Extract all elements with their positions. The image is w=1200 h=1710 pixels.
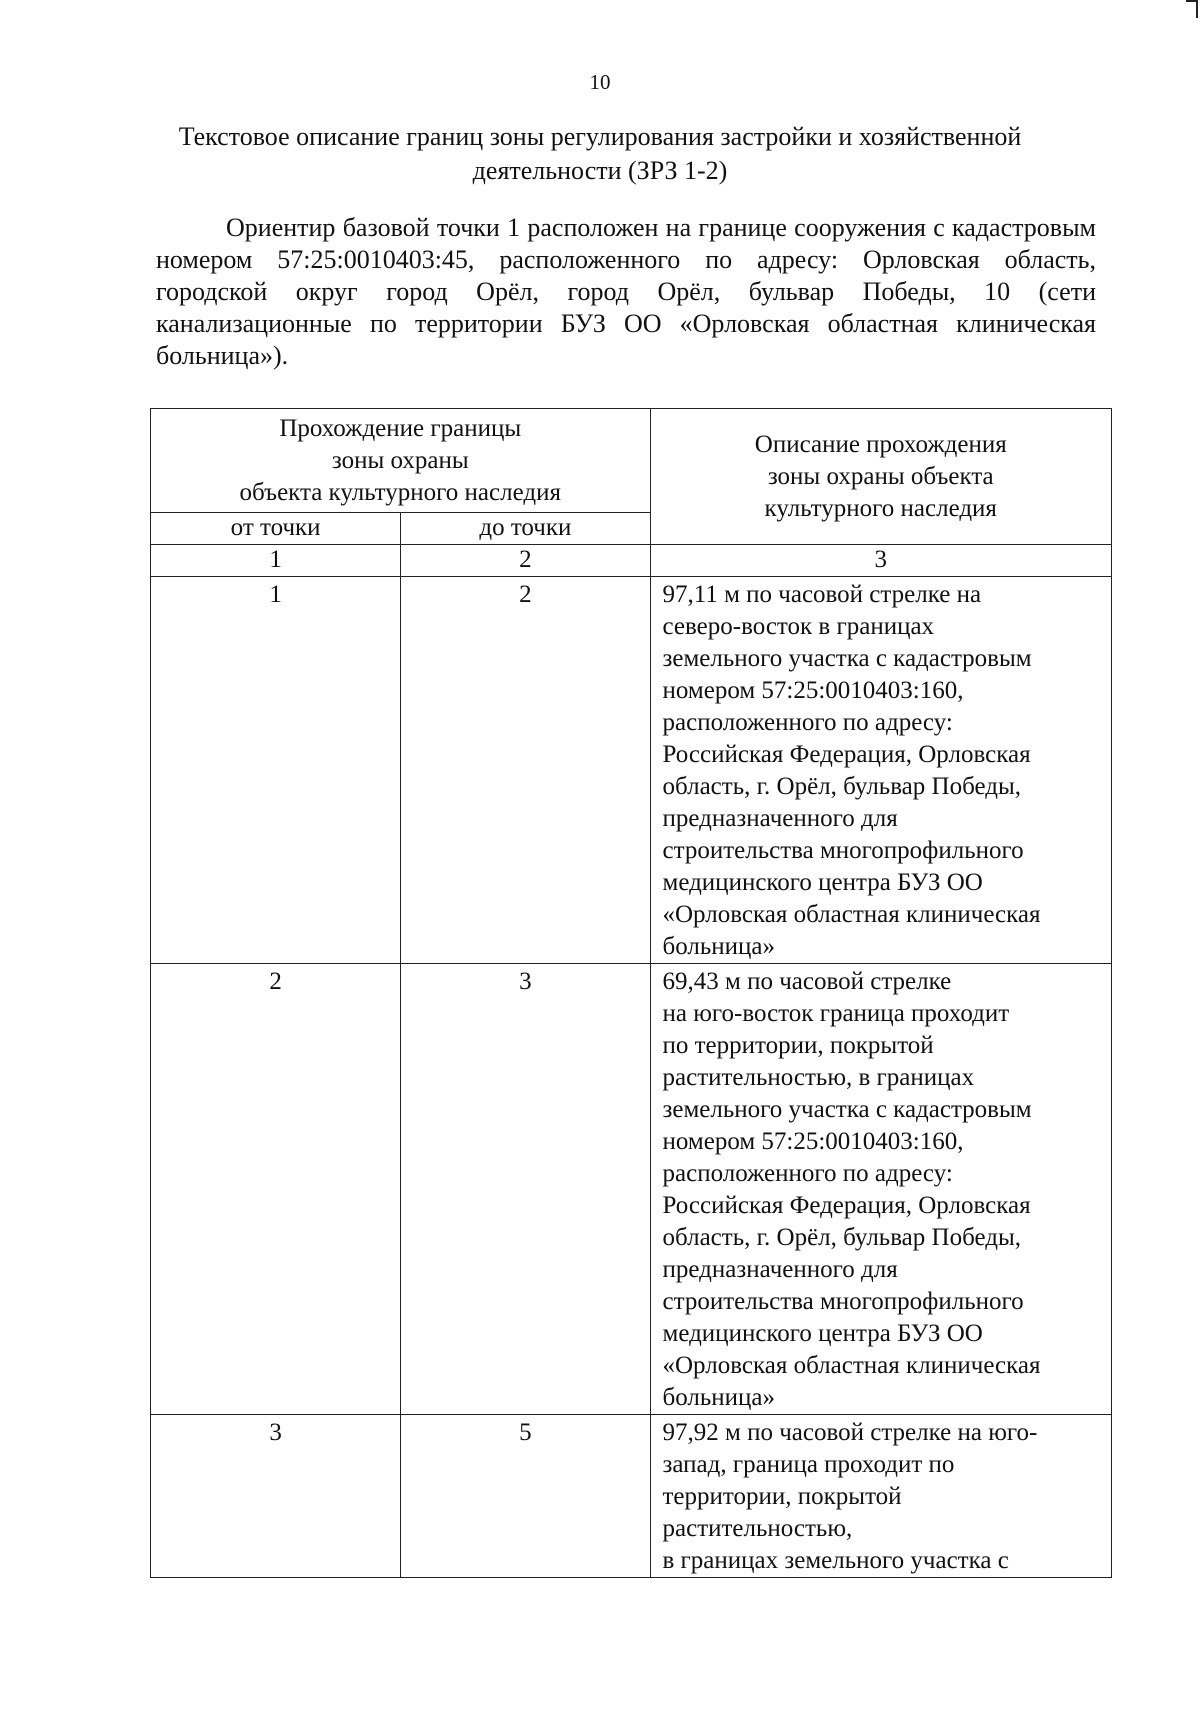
description-line: растительностью, в границах [662, 1064, 975, 1091]
header-from-point: от точки [151, 513, 401, 545]
page-number: 10 [589, 70, 611, 94]
description-line: область, г. Орёл, бульвар Победы, [662, 1224, 1021, 1251]
description-line: в границах земельного участка с [662, 1547, 1009, 1574]
intro-paragraph [156, 212, 1096, 372]
description-line: территории, покрытой [662, 1483, 902, 1510]
description-line: медицинского центра БУЗ ОО [662, 869, 983, 896]
document-title [120, 120, 1080, 188]
description-line: номером 57:25:0010403:160, [662, 1128, 964, 1155]
header-to-point: до точки [401, 513, 650, 545]
column-number: 3 [650, 545, 1112, 577]
description-cell [650, 577, 1112, 964]
header-boundary-passage [151, 409, 651, 513]
column-number: 1 [151, 545, 401, 577]
description-line: Российская Федерация, Орловская [662, 1192, 1031, 1219]
table-row [151, 577, 1112, 964]
description-line: северо-восток в границах [662, 613, 935, 640]
description-line: запад, граница проходит по [662, 1451, 955, 1478]
description-line: медицинского центра БУЗ ОО [662, 1320, 983, 1347]
description-line: расположенного по адресу: [662, 1160, 953, 1187]
description-line: 97,92 м по часовой стрелке на юго- [662, 1419, 1038, 1446]
column-number: 2 [401, 545, 650, 577]
table-row [151, 964, 1112, 1415]
corner-mark [1186, 0, 1198, 18]
header-desc-line-1: Описание прохождения [754, 430, 1007, 458]
to-point-cell: 2 [401, 577, 650, 964]
header-desc-line-3: культурного наследия [764, 494, 997, 522]
description-line: по территории, покрытой [662, 1032, 934, 1059]
header-description [650, 409, 1112, 545]
description-line: область, г. Орёл, бульвар Победы, [662, 773, 1021, 800]
description-cell [650, 964, 1112, 1415]
boundary-table [150, 408, 1112, 1578]
to-point-cell: 5 [401, 1415, 650, 1578]
description-line: 97,11 м по часовой стрелке на [662, 581, 982, 608]
description-line: земельного участка с кадастровым [662, 1096, 1032, 1123]
description-line: предназначенного для [662, 805, 898, 832]
from-point-cell: 3 [151, 1415, 401, 1578]
description-cell [650, 1415, 1112, 1578]
title-line-2: деятельности (ЗРЗ 1-2) [472, 156, 728, 185]
description-line: растительностью, [662, 1515, 853, 1542]
description-line: на юго-восток граница проходит [662, 1000, 1010, 1027]
from-point-cell: 2 [151, 964, 401, 1415]
intro-text: Ориентир базовой точки 1 расположен на границе сооружения с кадастровым номером 57:25:0010403:45, расположенного по адресу: Орловская область, городской округ город Орёл, город Орёл, бульвар Победы, 10 (сети канализационные по территории БУЗ ОО «Орловская областная клиническая больница»). [156, 213, 1096, 370]
description-line: больница» [662, 933, 775, 960]
title-line-1: Текстовое описание границ зоны регулирования застройки и хозяйственной [178, 122, 1022, 151]
description-line: земельного участка с кадастровым [662, 645, 1032, 672]
description-line: больница» [662, 1384, 775, 1411]
from-point-cell: 1 [151, 577, 401, 964]
description-line: строительства многопрофильного [662, 1288, 1024, 1315]
description-line: «Орловская областная клиническая [662, 1352, 1041, 1379]
header-desc-line-2: зоны охраны объекта [767, 462, 994, 490]
description-line: «Орловская областная клиническая [662, 901, 1041, 928]
header-group-line-1: Прохождение границы [279, 415, 522, 442]
header-group-line-3: объекта культурного наследия [239, 479, 561, 506]
description-line: 69,43 м по часовой стрелке [662, 968, 952, 995]
column-number-row [151, 545, 1112, 577]
table-row [151, 1415, 1112, 1578]
description-line: предназначенного для [662, 1256, 898, 1283]
description-line: Российская Федерация, Орловская [662, 741, 1031, 768]
description-line: расположенного по адресу: [662, 709, 953, 736]
description-line: строительства многопрофильного [662, 837, 1024, 864]
header-group-line-2: зоны охраны [331, 447, 469, 474]
to-point-cell: 3 [401, 964, 650, 1415]
description-line: номером 57:25:0010403:160, [662, 677, 964, 704]
